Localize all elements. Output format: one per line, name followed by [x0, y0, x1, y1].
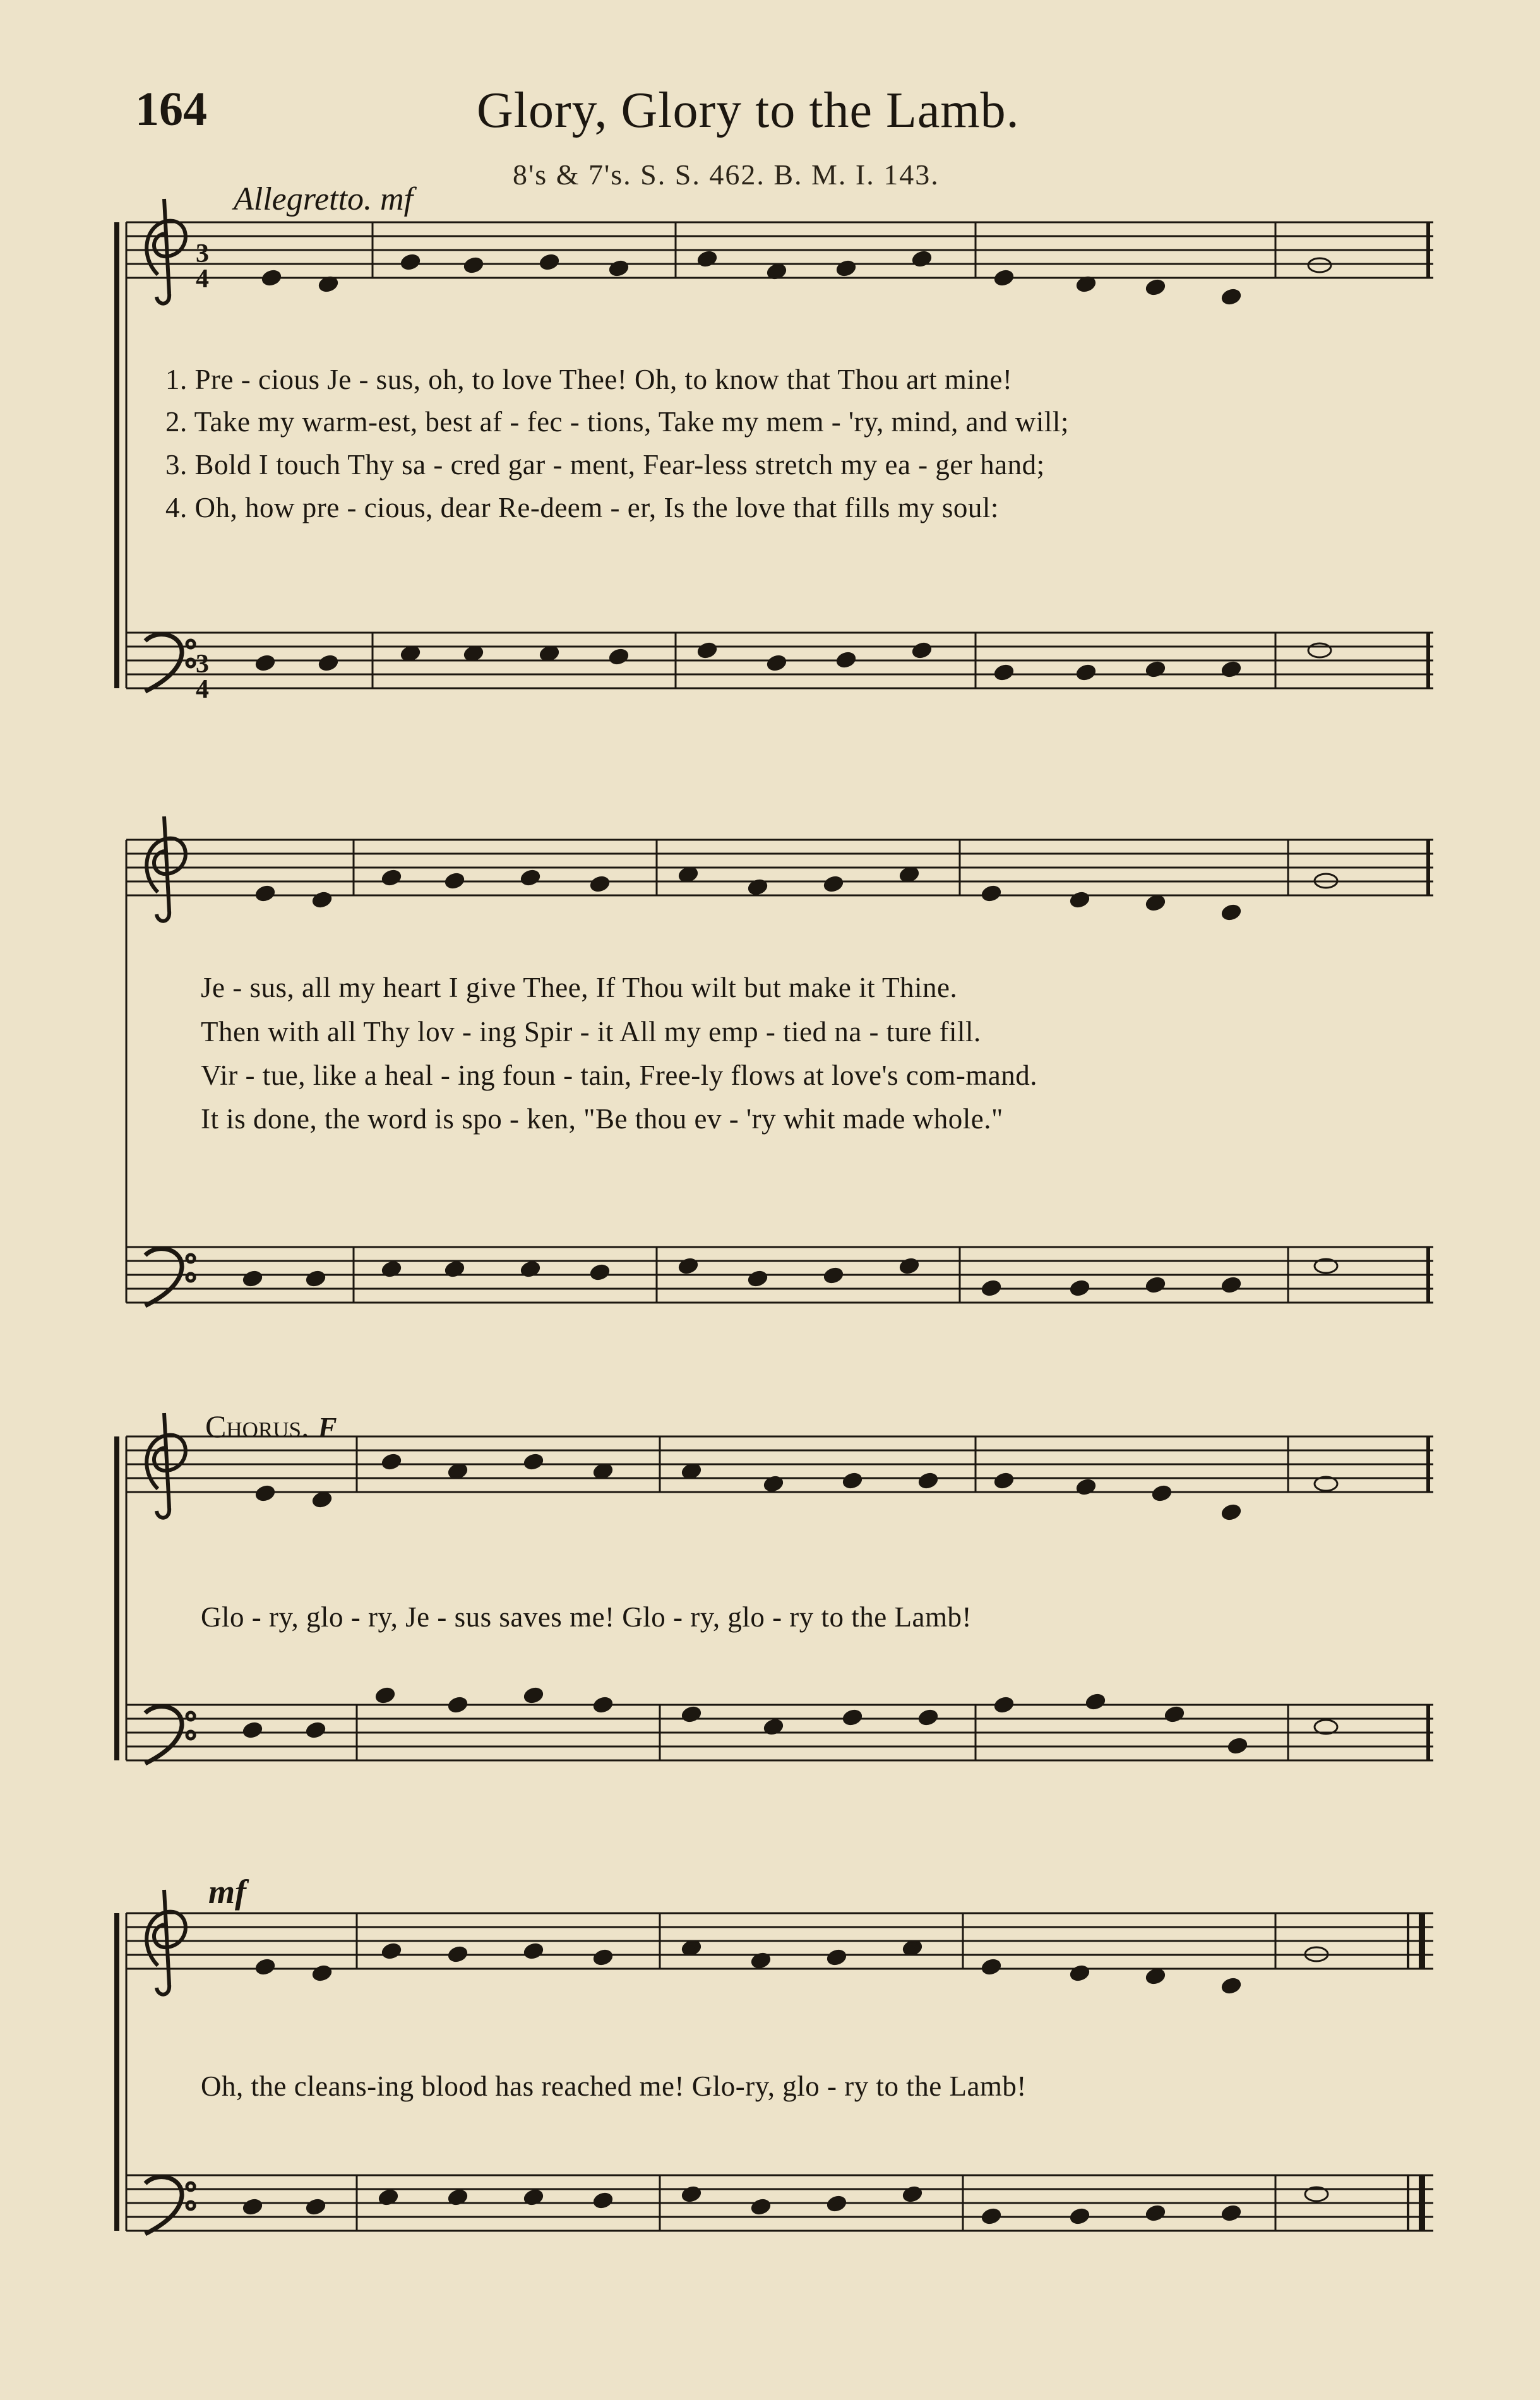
page-number: 164 — [135, 83, 207, 136]
verse-3-line-2: Vir - tue, like a heal - ing foun - tain, Free-ly flows at love's com-mand. — [201, 1060, 1038, 1091]
svg-text:4: 4 — [196, 265, 209, 294]
verse-4-line-1: 4. Oh, how pre - cious, dear Re-deem - er, Is the love that fills my soul: — [165, 492, 999, 523]
chorus-line-2: Oh, the cleans-ing blood has reached me! Glo-ry, glo - ry to the Lamb! — [201, 2070, 1027, 2102]
chorus-line-1: Glo - ry, glo - ry, Je - sus saves me! Glo - ry, glo - ry to the Lamb! — [201, 1601, 972, 1633]
chorus-label — [205, 1400, 337, 1447]
verse-2-line-1: 2. Take my warm-est, best af - fec - tions, Take my mem - 'ry, mind, and will; — [165, 406, 1069, 438]
tempo-marking: Allegretto. mf — [234, 181, 414, 217]
meter-line: 8's & 7's. S. S. 462. B. M. I. 143. — [513, 158, 940, 191]
chorus-dynamic: f — [318, 1401, 337, 1446]
verse-1-line-1: 1. Pre - cious Je - sus, oh, to love Thee! Oh, to know that Thou art mine! — [165, 364, 1013, 395]
chorus-title: Chorus. — [205, 1409, 309, 1444]
svg-text:4: 4 — [196, 675, 209, 704]
verse-1-line-2: Je - sus, all my heart I give Thee, If Thou wilt but make it Thine. — [201, 972, 958, 1003]
verse-2-line-2: Then with all Thy lov - ing Spir - it All my emp - tied na - ture fill. — [201, 1016, 981, 1048]
verse-3-line-1: 3. Bold I touch Thy sa - cred gar - ment, Fear-less stretch my ea - ger hand; — [165, 449, 1045, 481]
hymn-title: Glory, Glory to the Lamb. — [477, 83, 1020, 138]
svg-text:3: 3 — [196, 650, 209, 679]
svg-text:3: 3 — [196, 239, 209, 268]
chorus-dynamic-2: mf — [208, 1873, 246, 1911]
verse-4-line-2: It is done, the word is spo - ken, "Be thou ev - 'ry whit made whole." — [201, 1103, 1003, 1135]
